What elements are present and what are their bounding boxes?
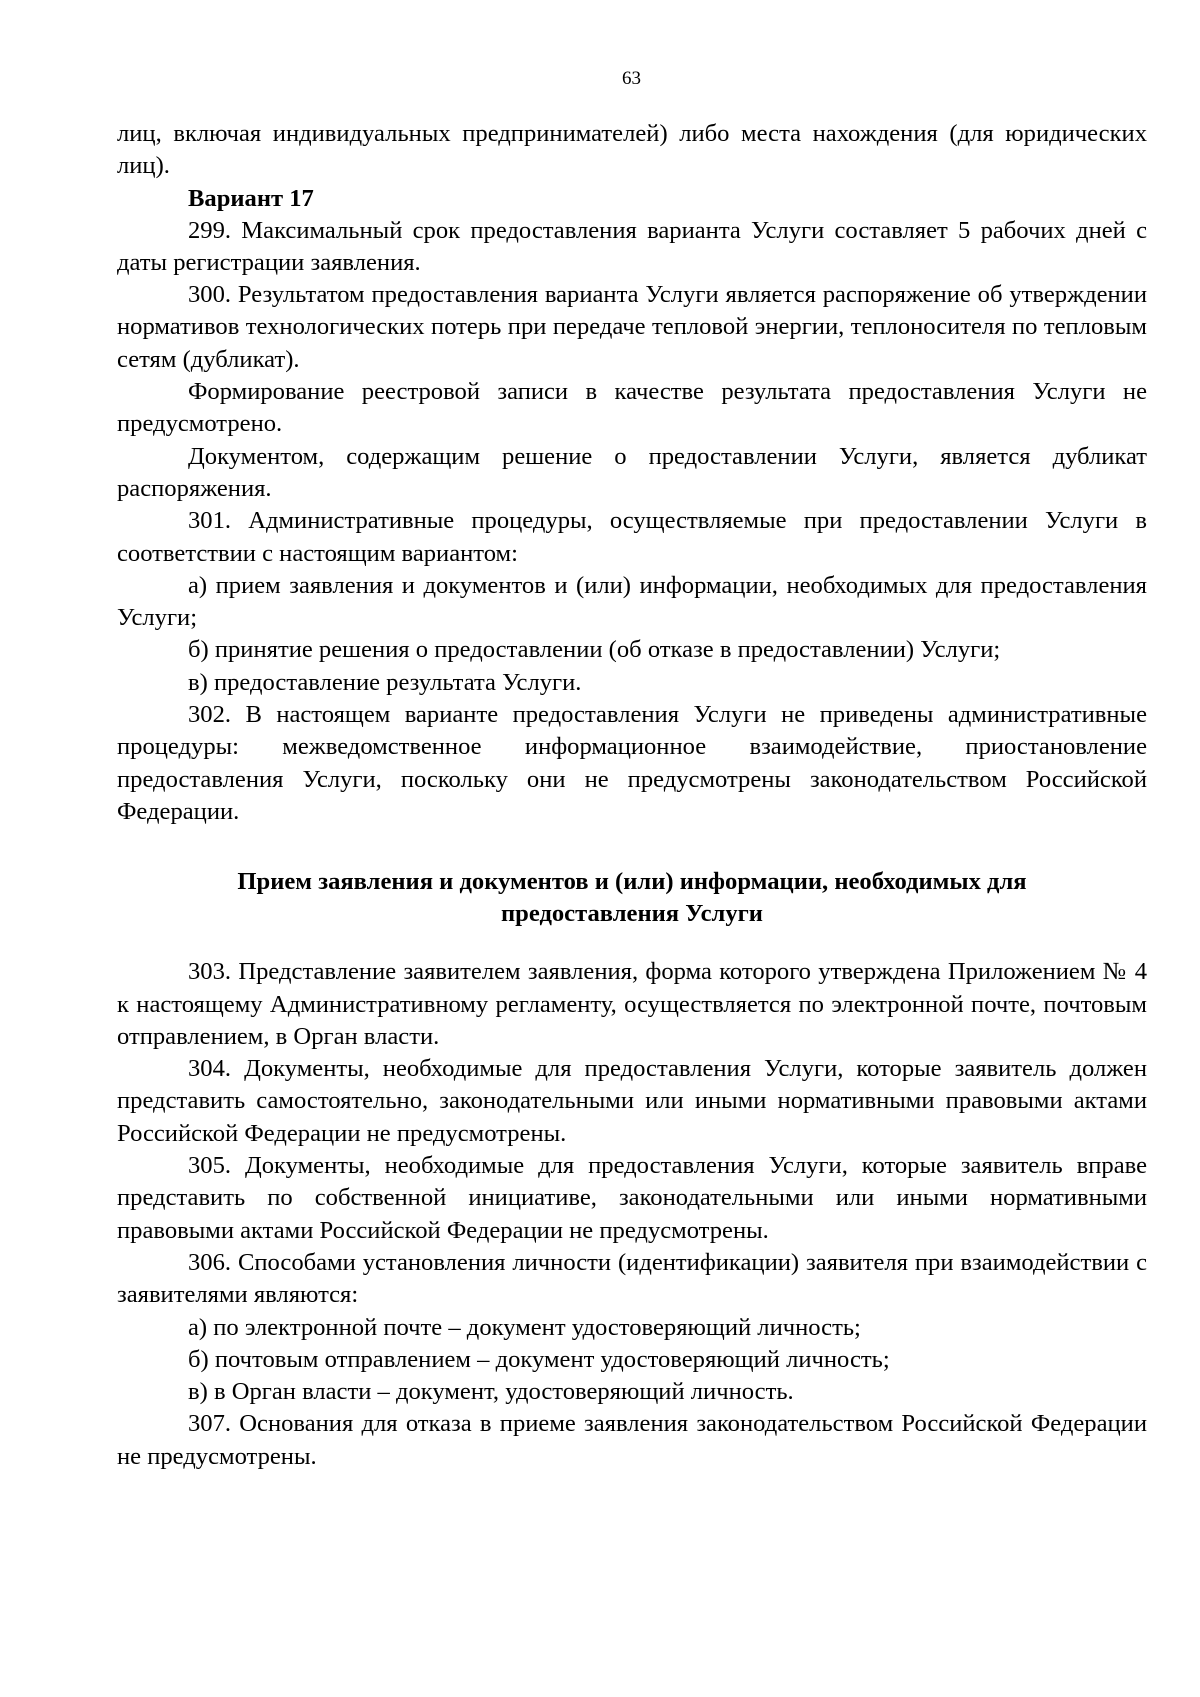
paragraph-300: 300. Результатом предоставления варианта Услуги является распоряжение об утверждении нормативов технологических потерь при передаче тепловой энергии, теплоносителя по тепловым сетям (дубликат). — [117, 281, 1147, 373]
paragraph-302: 302. В настоящем варианте предоставления Услуги не приведены административные процедуры: межведомственное информационное взаимодействие, приостановление предоставления Услуги, поскольку они не предусмотрены законодательством Российской Федерации. — [117, 701, 1147, 825]
paragraph-301: 301. Административные процедуры, осуществляемые при предоставлении Услуги в соответствии с настоящим вариантом: — [117, 507, 1147, 567]
paragraph-301-c: в) предоставление результата Услуги. — [188, 668, 582, 696]
section-heading-line-1: Прием заявления и документов и (или) информации, необходимых для — [237, 868, 1027, 896]
paragraph-306-b: б) почтовым отправлением – документ удостоверяющий личность; — [188, 1345, 890, 1373]
paragraph-300-registry: Формирование реестровой записи в качестве результата предоставления Услуги не предусмотрено. — [117, 378, 1147, 438]
variant-heading: Вариант 17 — [188, 184, 314, 212]
section-heading-line-2: предоставления Услуги — [501, 900, 763, 928]
paragraph-300-document: Документом, содержащим решение о предоставлении Услуги, является дубликат распоряжения. — [117, 442, 1147, 502]
paragraph-306: 306. Способами установления личности (идентификации) заявителя при взаимодействии с заявителями являются: — [117, 1248, 1147, 1309]
paragraph-305: 305. Документы, необходимые для предоставления Услуги, которые заявитель вправе представить по собственной инициативе, законодательными или иными нормативными правовыми актами Российской Федерации не предусмотрены. — [117, 1152, 1147, 1244]
paragraph-301-b: б) принятие решения о предоставлении (об отказе в предоставлении) Услуги; — [188, 636, 1001, 664]
continuation-paragraph: лиц, включая индивидуальных предпринимателей) либо места нахождения (для юридических лиц). — [117, 120, 1147, 180]
paragraph-304: 304. Документы, необходимые для предоставления Услуги, которые заявитель должен представить самостоятельно, законодательными или иными нормативными правовыми актами Российской Федерации не предусмотрены. — [117, 1055, 1147, 1147]
section-heading — [117, 866, 1147, 930]
paragraph-303: 303. Представление заявителем заявления, форма которого утверждена Приложением № 4 к настоящему Административному регламенту, осуществляется по электронной почте, почтовым отправлением, в Орган власти. — [117, 958, 1147, 1050]
page-number: 63 — [622, 68, 641, 89]
paragraph-306-c: в) в Орган власти – документ, удостоверяющий личность. — [188, 1378, 794, 1406]
paragraph-306-a: а) по электронной почте – документ удостоверяющий личность; — [188, 1313, 861, 1341]
document-body — [117, 118, 1147, 1473]
paragraph-307: 307. Основания для отказа в приеме заявления законодательством Российской Федерации не предусмотрены. — [117, 1410, 1147, 1470]
paragraph-301-a: а) прием заявления и документов и (или) информации, необходимых для предоставления Услуги; — [117, 571, 1147, 632]
paragraph-299: 299. Максимальный срок предоставления варианта Услуги составляет 5 рабочих дней с даты регистрации заявления. — [117, 216, 1147, 276]
